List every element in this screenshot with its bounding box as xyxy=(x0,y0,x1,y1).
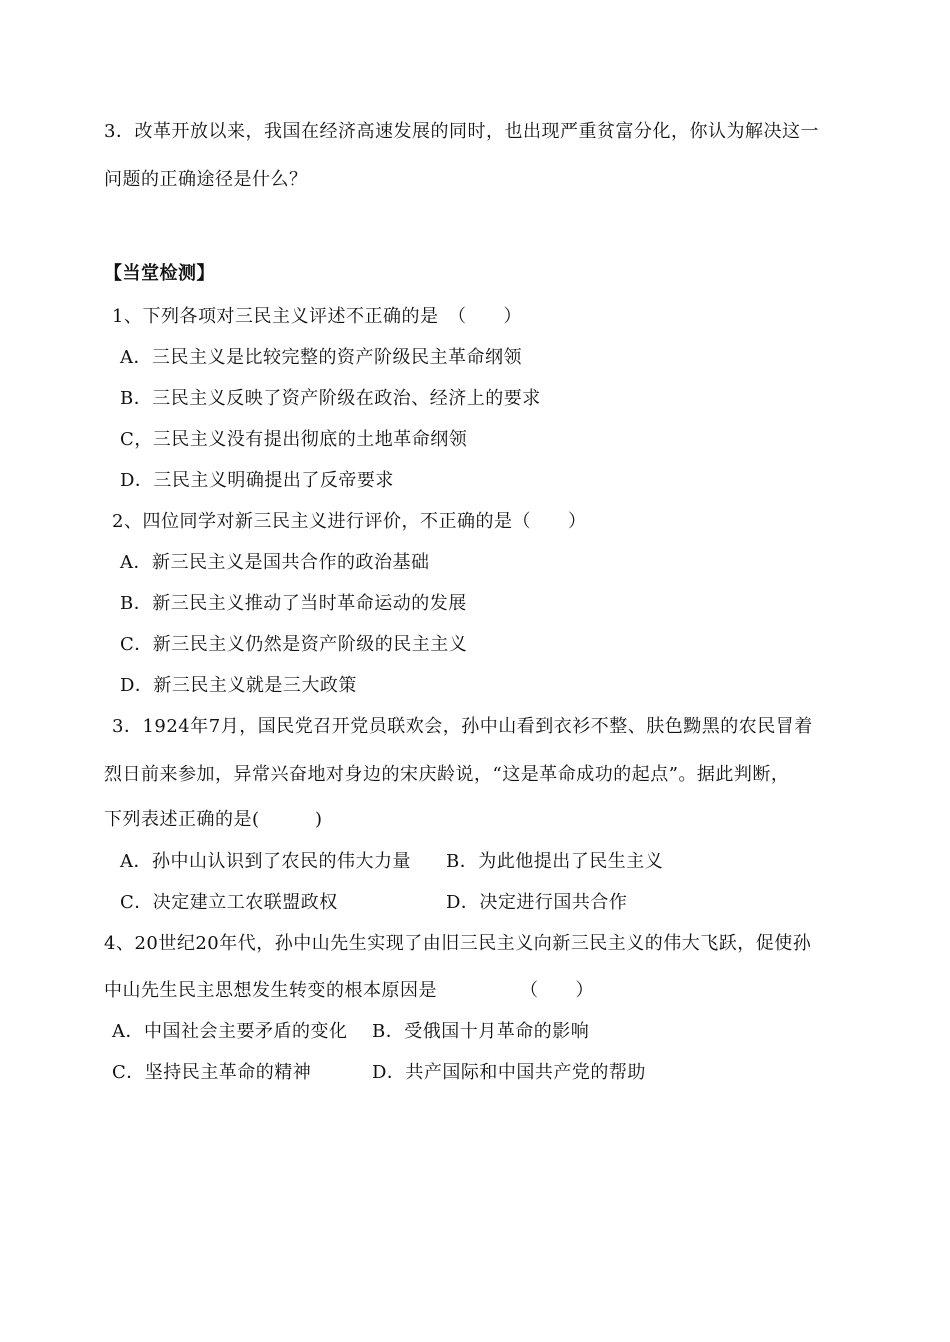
q3-option-c: C．决定建立工农联盟政权 xyxy=(120,892,338,913)
q2-option-d: D．新三民主义就是三大政策 xyxy=(120,675,357,696)
q4-option-c: C．坚持民主革命的精神 xyxy=(112,1062,312,1083)
q2-option-c: C．新三民主义仍然是资产阶级的民主主义 xyxy=(120,634,468,655)
section-title: 【当堂检测】 xyxy=(104,263,215,284)
q3-option-d: D．决定进行国共合作 xyxy=(446,892,628,913)
q1-option-d: D．三民主义明确提出了反帝要求 xyxy=(120,470,394,491)
q1-option-a: A．三民主义是比较完整的资产阶级民主革命纲领 xyxy=(120,347,522,368)
q4-stem-line-2: 中山先生民主思想发生转变的根本原因是 xyxy=(104,980,437,1001)
q3-option-a: A．孙中山认识到了农民的伟大力量 xyxy=(120,851,411,872)
q3-stem-line-1: 3．1924年7月，国民党召开党员联欢会，孙中山看到衣衫不整、肤色黝黑的农民冒着 xyxy=(112,716,813,737)
q3-stem-line-3: 下列表述正确的是( ) xyxy=(104,809,323,830)
q3-option-b: B．为此他提出了民生主义 xyxy=(446,851,664,872)
q4-answer-parentheses: （ ） xyxy=(520,980,594,1001)
q2-stem: 2、四位同学对新三民主义进行评价，不正确的是（ ） xyxy=(112,511,587,532)
q4-option-a: A．中国社会主要矛盾的变化 xyxy=(112,1021,348,1042)
q3-stem-line-2: 烈日前来参加，异常兴奋地对身边的宋庆龄说，“这是革命成功的起点”。据此判断， xyxy=(104,764,790,785)
q2-option-a: A．新三民主义是国共合作的政治基础 xyxy=(120,552,430,573)
q1-stem: 1、下列各项对三民主义评述不正确的是 （ ） xyxy=(112,306,522,327)
q4-stem-line-1: 4、20世纪20年代，孙中山先生实现了由旧三民主义向新三民主义的伟大飞跃，促使孙 xyxy=(104,933,812,954)
q4-option-b: B．受俄国十月革命的影响 xyxy=(372,1021,590,1042)
q2-option-b: B．新三民主义推动了当时革命运动的发展 xyxy=(120,593,467,614)
intro-question-line-2: 问题的正确途径是什么？ xyxy=(104,169,308,190)
intro-question-line-1: 3．改革开放以来，我国在经济高速发展的同时，也出现严重贫富分化，你认为解决这一 xyxy=(104,121,819,142)
q1-option-c: C，三民主义没有提出彻底的土地革命纲领 xyxy=(120,429,468,450)
q4-option-d: D．共产国际和中国共产党的帮助 xyxy=(372,1062,646,1083)
q1-option-b: B．三民主义反映了资产阶级在政治、经济上的要求 xyxy=(120,388,541,409)
